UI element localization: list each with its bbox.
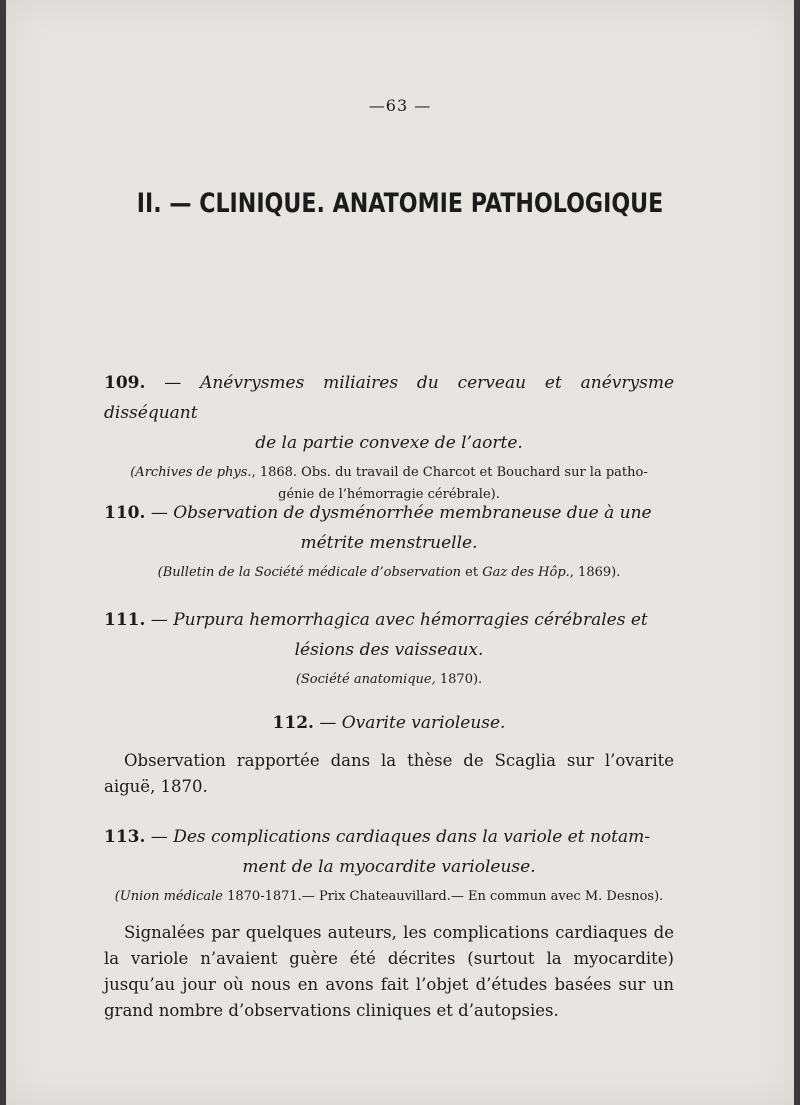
reference-detail: 1870).: [435, 672, 483, 687]
entry-heading: [104, 498, 674, 558]
entry-113: [104, 822, 674, 1024]
reference-source: (Union médicale: [114, 889, 223, 904]
entry-heading: [104, 605, 674, 665]
reference-detail: 1870-1871.— Prix Chateauvillard.— En commun avec M. Desnos).: [222, 889, 664, 904]
entry-title-line1: — Anévrysmes miliaires du cerveau et anévrysme disséquant: [104, 373, 674, 423]
entry-number: 113.: [104, 827, 146, 847]
entry-reference: [104, 562, 674, 584]
entry-111: [104, 605, 674, 691]
entry-heading: [104, 708, 674, 738]
entry-heading: [104, 822, 674, 882]
reference-source: (Société anatomique,: [295, 672, 436, 687]
reference-detail: , 1869).: [569, 565, 621, 580]
entry-number: 110.: [104, 503, 146, 523]
entry-title-line2: lésions des vaisseaux.: [294, 640, 484, 660]
entry-title-line2: métrite menstruelle.: [300, 533, 478, 553]
reference-source: (Bulletin de la Société médicale d’observation: [157, 565, 462, 580]
entry-109: [104, 368, 674, 506]
section-title: II. — CLINIQUE. ANATOMIE PATHOLOGIQUE: [136, 188, 664, 219]
entry-title-line1: — Purpura hemorrhagica avec hémorragies cérébrales et: [150, 610, 648, 630]
entry-title: — Ovarite varioleuse.: [319, 713, 506, 733]
entry-title-line2: ment de la myocardite varioleuse.: [242, 857, 536, 877]
entry-110: [104, 498, 674, 584]
entry-title-line1: — Observation de dysménorrhée membraneuse due à une: [150, 503, 652, 523]
entry-reference: [104, 669, 674, 691]
entry-title-line2: de la partie convexe de l’aorte.: [255, 433, 523, 453]
reference-conjunction: et: [461, 565, 483, 580]
entry-heading: [104, 368, 674, 458]
document-page: [6, 0, 794, 1105]
entry-body: Signalées par quelques auteurs, les complications cardiaques de la variole n’avaient guère été décrites (surtout la myocardite) jusqu’au jour où nous en avons fait l’objet d’études basées sur un grand nombre d’observations cliniques et d’autopsies.: [104, 923, 674, 1020]
reference-detail: , 1868. Obs. du travail de Charcot et Bouchard sur la patho-: [251, 465, 648, 480]
entry-number: 109.: [104, 373, 146, 393]
entry-112: [104, 708, 674, 800]
reference-detail-line2: génie de l’hémorragie cérébrale).: [278, 487, 500, 502]
page-number: —63 —: [368, 96, 432, 115]
reference-source: (Archives de phys.: [130, 465, 252, 480]
reference-source-2: Gaz des Hôp.: [482, 565, 570, 580]
entry-title-line1: — Des complications cardiaques dans la variole et notam-: [150, 827, 650, 847]
entry-number: 112.: [272, 713, 314, 733]
entry-body: Observation rapportée dans la thèse de Scaglia sur l’ovarite aiguë, 1870.: [104, 751, 674, 796]
entry-number: 111.: [104, 610, 146, 630]
entry-reference: [104, 886, 674, 908]
